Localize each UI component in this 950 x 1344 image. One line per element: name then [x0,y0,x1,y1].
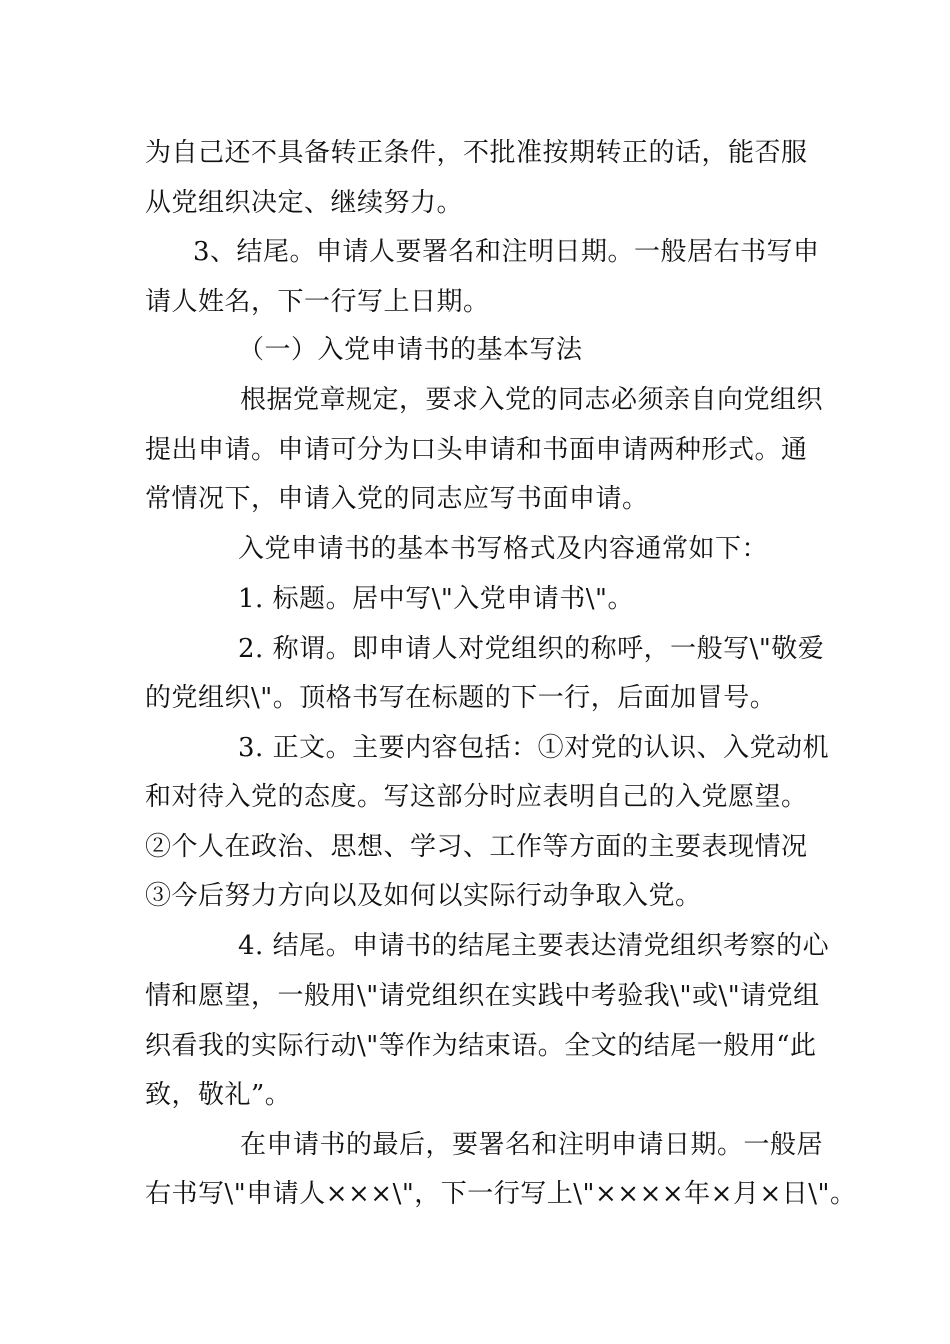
text-line-20: 致，敬礼”。 [145,1080,292,1110]
text-line-1: 为自己还不具备转正条件，不批准按期转正的话，能否服 [145,138,808,168]
text-line-8: 常情况下，申请入党的同志应写书面申请。 [145,484,649,514]
text-line-10: 1. 标题。居中写\"入党申请书\"。 [238,584,635,614]
text-line-12: 的党组织\"。顶格书写在标题的下一行，后面加冒号。 [145,683,777,713]
text-line-3: 3、结尾。申请人要署名和注明日期。一般居右书写申 [193,237,820,267]
text-line-11: 2. 称谓。即申请人对党组织的称呼，一般写\"敬爱 [238,634,825,664]
text-line-9: 入党申请书的基本书写格式及内容通常如下： [238,534,769,564]
text-line-22: 右书写\"申请人×××\"，下一行写上\"××××年×月×日\"。 [145,1179,857,1209]
text-line-4: 请人姓名，下一行写上日期。 [145,287,490,317]
text-line-19: 织看我的实际行动\"等作为结束语。全文的结尾一般用“此 [145,1031,817,1061]
text-line-17: 4. 结尾。申请书的结尾主要表达清党组织考察的心 [238,931,830,961]
text-line-18: 情和愿望，一般用\"请党组织在实践中考验我\"或\"请党组 [145,981,820,1011]
text-line-7: 提出申请。申请可分为口头申请和书面申请两种形式。通 [145,435,808,465]
text-line-21: 在申请书的最后，要署名和注明申请日期。一般居 [240,1130,824,1160]
text-line-13: 3. 正文。主要内容包括：①对党的认识、入党动机 [238,733,830,763]
text-line-14: 和对待入党的态度。写这部分时应表明自己的入党愿望。 [145,782,808,812]
text-line-15: ②个人在政治、思想、学习、工作等方面的主要表现情况 [145,832,808,862]
section-heading: （一）入党申请书的基本写法 [238,335,583,365]
text-line-16: ③今后努力方向以及如何以实际行动争取入党。 [145,881,702,911]
text-line-2: 从党组织决定、继续努力。 [145,188,464,218]
text-line-6: 根据党章规定，要求入党的同志必须亲自向党组织 [240,385,824,415]
